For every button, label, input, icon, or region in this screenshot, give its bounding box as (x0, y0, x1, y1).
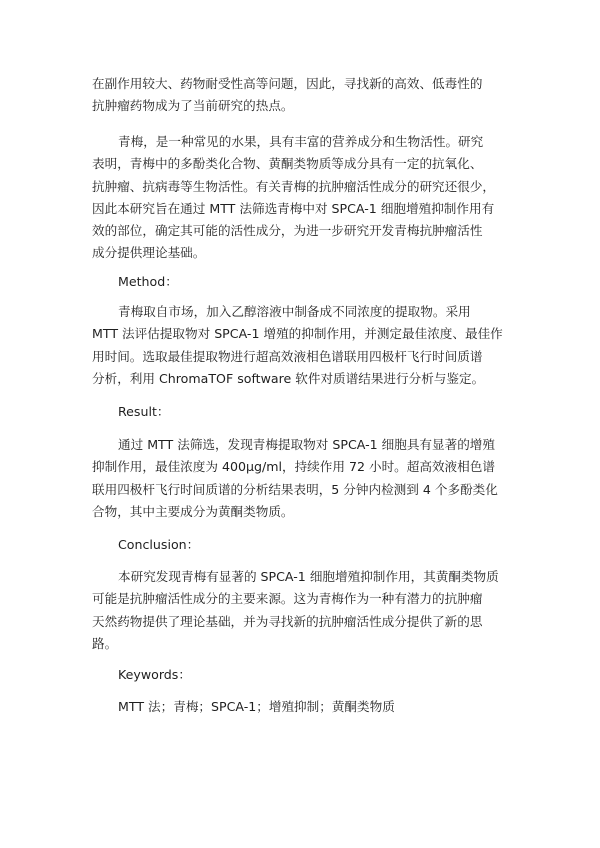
text-line: 表明，青梅中的多酚类化合物、黄酮类物质等成分具有一定的抗氧化、 (92, 156, 483, 172)
text-line: 本研究发现青梅有显著的 SPCA-1 细胞增殖抑制作用，其黄酮类物质 (118, 569, 499, 584)
keywords-heading: Keywords： (118, 667, 191, 682)
text-line: 青梅，是一种常见的水果，具有丰富的营养成分和生物活性。研究 (118, 134, 484, 149)
text-line: 效的部位，确定其可能的活性成分，为进一步研究开发青梅抗肿瘤活性 (92, 223, 483, 239)
keywords-list: MTT 法；青梅；SPCA-1；增殖抑制；黄酮类物质 (118, 699, 395, 714)
conclusion-paragraph (92, 566, 512, 655)
text-line: 抗肿瘤药物成为了当前研究的热点。 (92, 98, 294, 114)
text-line: 天然药物提供了理论基础，并为寻找新的抗肿瘤活性成分提供了新的思 (92, 613, 483, 629)
text-line: 路。 (92, 635, 118, 651)
method-paragraph (92, 301, 512, 390)
text-line: 因此本研究旨在通过 MTT 法筛选青梅中对 SPCA-1 细胞增殖抑制作用有 (92, 200, 495, 216)
result-paragraph (92, 434, 512, 523)
background-paragraph (92, 131, 512, 265)
intro-paragraph (92, 73, 512, 118)
text-line: 青梅取自市场，加入乙醇溶液中制备成不同浓度的提取物。采用 (118, 304, 471, 319)
text-line: 合物，其中主要成分为黄酮类物质。 (92, 503, 294, 519)
text-line: 通过 MTT 法筛选，发现青梅提取物对 SPCA-1 细胞具有显著的增殖 (118, 437, 495, 452)
text-line: 抗肿瘤、抗病毒等生物活性。有关青梅的抗肿瘤活性成分的研究还很少， (92, 178, 495, 194)
text-line: 分析，利用 ChromaTOF software 软件对质谱结果进行分析与鉴定。 (92, 370, 485, 386)
method-heading: Method： (118, 274, 178, 289)
text-line: 可能是抗肿瘤活性成分的主要来源。这为青梅作为一种有潜力的抗肿瘤 (92, 591, 483, 607)
text-line: 在副作用较大、药物耐受性高等问题，因此，寻找新的高效、低毒性的 (92, 76, 483, 91)
text-line: 联用四极杆飞行时间质谱的分析结果表明，5 分钟内检测到 4 个多酚类化 (92, 481, 498, 497)
text-line: 成分提供理论基础。 (92, 245, 206, 261)
text-line: 抑制作用，最佳浓度为 400μg/ml，持续作用 72 小时。超高效液相色谱 (92, 459, 495, 475)
text-line: MTT 法评估提取物对 SPCA-1 增殖的抑制作用，并测定最佳浓度、最佳作 (92, 326, 503, 342)
conclusion-heading: Conclusion： (118, 537, 200, 552)
result-heading: Result： (118, 404, 170, 419)
text-line: 用时间。选取最佳提取物进行超高效液相色谱联用四极杆飞行时间质谱 (92, 348, 483, 364)
